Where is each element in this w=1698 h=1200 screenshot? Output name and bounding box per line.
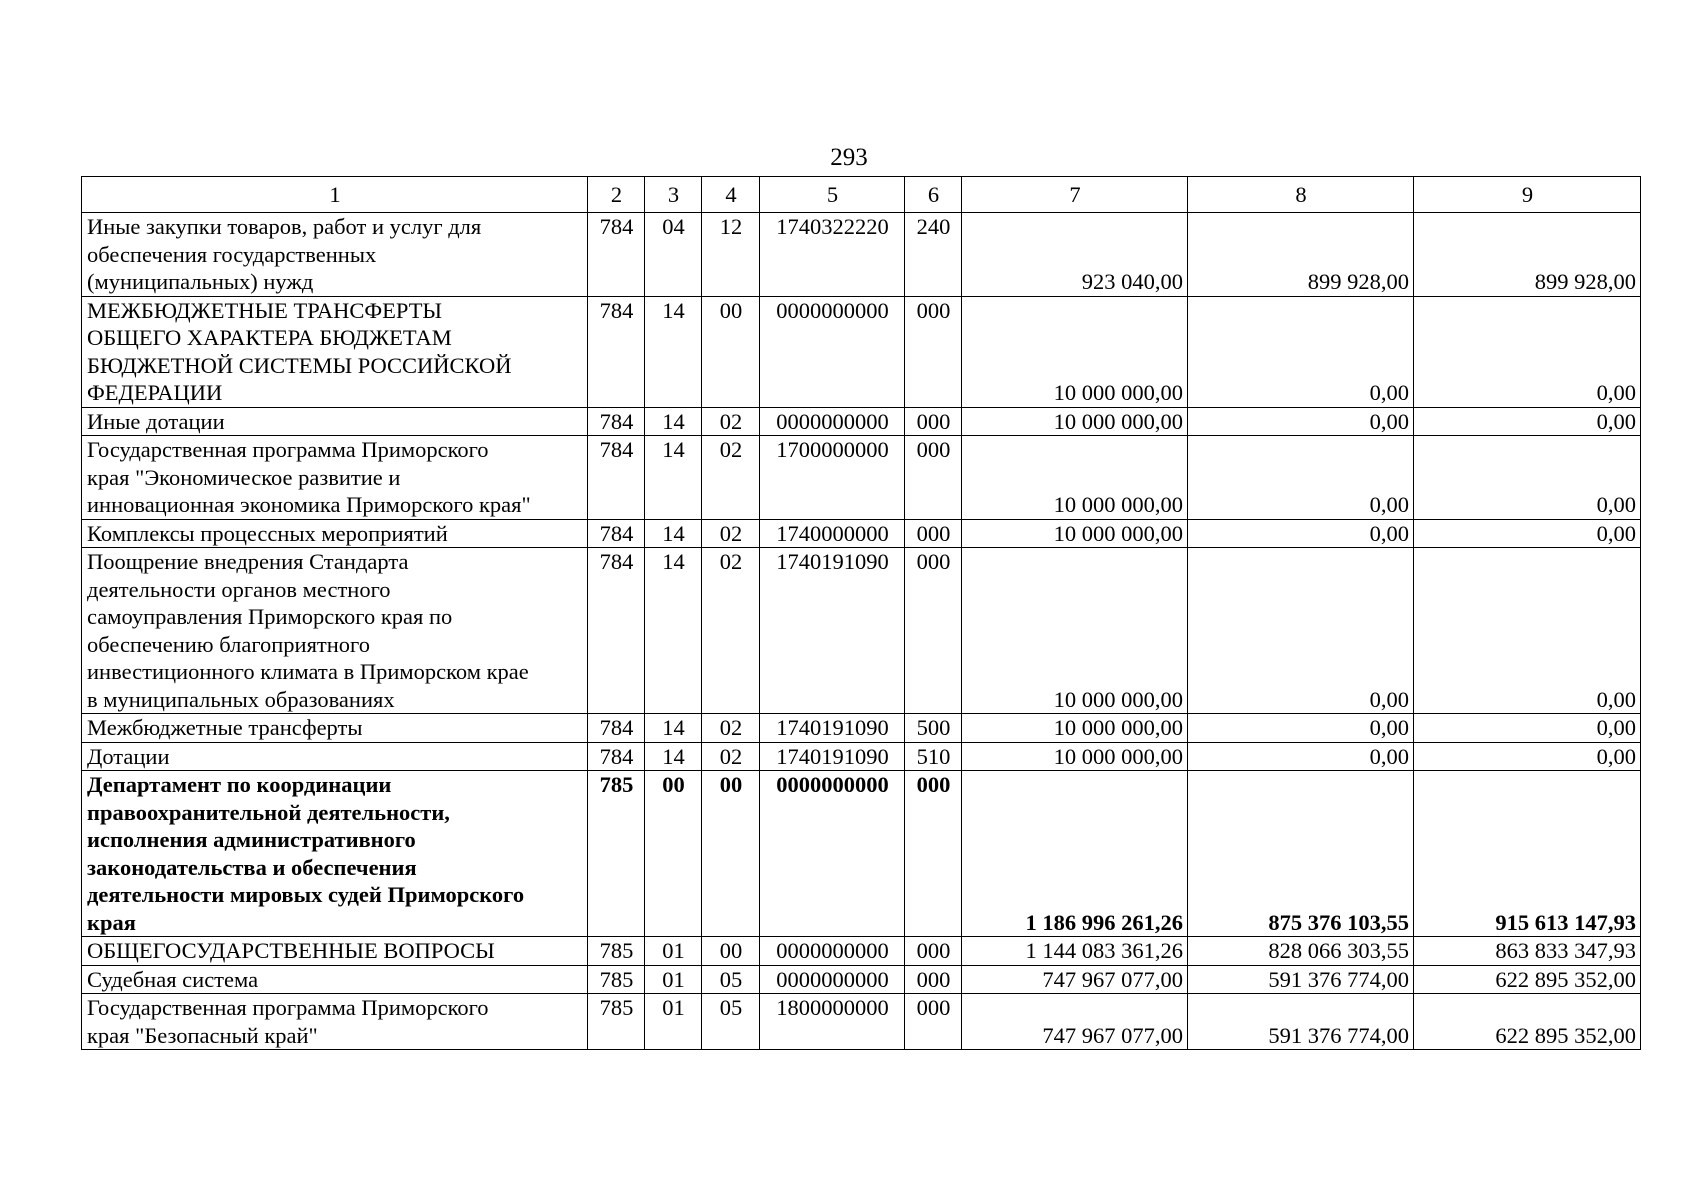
table-row xyxy=(82,296,1641,407)
table-row xyxy=(82,436,1641,520)
code-cell-4: 05 xyxy=(702,994,760,1050)
item-name-cell: Дотации xyxy=(82,742,588,771)
budget-table xyxy=(81,176,1641,1050)
table-row xyxy=(82,407,1641,436)
code-cell-2: 784 xyxy=(588,296,645,407)
item-name-cell: Межбюджетные трансферты xyxy=(82,714,588,743)
amount-cell-8: 0,00 xyxy=(1188,548,1414,714)
column-number-row xyxy=(82,177,1641,213)
amount-cell-9: 0,00 xyxy=(1414,742,1641,771)
code-cell-5: 1740191090 xyxy=(760,714,905,743)
code-cell-3: 14 xyxy=(645,436,702,520)
item-name-cell: Комплексы процессных мероприятий xyxy=(82,519,588,548)
column-header-5: 5 xyxy=(760,177,905,213)
code-cell-4: 02 xyxy=(702,407,760,436)
code-cell-6: 240 xyxy=(905,213,962,297)
code-cell-2: 785 xyxy=(588,994,645,1050)
code-cell-3: 14 xyxy=(645,296,702,407)
code-cell-5: 1740191090 xyxy=(760,548,905,714)
code-cell-3: 01 xyxy=(645,965,702,994)
column-header-4: 4 xyxy=(702,177,760,213)
amount-cell-7: 747 967 077,00 xyxy=(962,994,1188,1050)
amount-cell-9: 0,00 xyxy=(1414,436,1641,520)
page-number: 293 xyxy=(830,144,868,171)
code-cell-4: 02 xyxy=(702,742,760,771)
table-row xyxy=(82,771,1641,937)
code-cell-5: 1740322220 xyxy=(760,213,905,297)
code-cell-6: 000 xyxy=(905,296,962,407)
code-cell-6: 000 xyxy=(905,965,962,994)
table-row xyxy=(82,548,1641,714)
code-cell-5: 1700000000 xyxy=(760,436,905,520)
code-cell-4: 00 xyxy=(702,771,760,937)
table-row xyxy=(82,937,1641,966)
amount-cell-9: 0,00 xyxy=(1414,519,1641,548)
column-header-7: 7 xyxy=(962,177,1188,213)
table-row xyxy=(82,714,1641,743)
amount-cell-7: 10 000 000,00 xyxy=(962,714,1188,743)
code-cell-6: 000 xyxy=(905,436,962,520)
code-cell-6: 000 xyxy=(905,519,962,548)
amount-cell-7: 923 040,00 xyxy=(962,213,1188,297)
item-name-cell: Государственная программа Приморского края "Безопасный край" xyxy=(82,994,588,1050)
amount-cell-7: 10 000 000,00 xyxy=(962,742,1188,771)
amount-cell-9: 899 928,00 xyxy=(1414,213,1641,297)
code-cell-3: 01 xyxy=(645,937,702,966)
amount-cell-7: 1 144 083 361,26 xyxy=(962,937,1188,966)
code-cell-4: 02 xyxy=(702,436,760,520)
column-header-2: 2 xyxy=(588,177,645,213)
code-cell-3: 14 xyxy=(645,519,702,548)
code-cell-4: 02 xyxy=(702,519,760,548)
code-cell-3: 01 xyxy=(645,994,702,1050)
amount-cell-9: 0,00 xyxy=(1414,407,1641,436)
item-name-cell: Судебная система xyxy=(82,965,588,994)
code-cell-4: 02 xyxy=(702,714,760,743)
table-row xyxy=(82,519,1641,548)
code-cell-6: 000 xyxy=(905,548,962,714)
amount-cell-8: 0,00 xyxy=(1188,742,1414,771)
code-cell-2: 784 xyxy=(588,519,645,548)
item-name-cell: Департамент по координации правоохранительной деятельности, исполнения административного законодательства и обеспечения деятельности мировых судей Приморского края xyxy=(82,771,588,937)
code-cell-5: 0000000000 xyxy=(760,407,905,436)
amount-cell-8: 0,00 xyxy=(1188,714,1414,743)
code-cell-6: 000 xyxy=(905,994,962,1050)
amount-cell-8: 0,00 xyxy=(1188,519,1414,548)
code-cell-6: 000 xyxy=(905,407,962,436)
column-header-1: 1 xyxy=(82,177,588,213)
column-header-9: 9 xyxy=(1414,177,1641,213)
code-cell-3: 14 xyxy=(645,714,702,743)
code-cell-4: 00 xyxy=(702,937,760,966)
amount-cell-9: 863 833 347,93 xyxy=(1414,937,1641,966)
column-header-3: 3 xyxy=(645,177,702,213)
code-cell-3: 14 xyxy=(645,407,702,436)
item-name-cell: ОБЩЕГОСУДАРСТВЕННЫЕ ВОПРОСЫ xyxy=(82,937,588,966)
code-cell-4: 02 xyxy=(702,548,760,714)
amount-cell-9: 0,00 xyxy=(1414,714,1641,743)
amount-cell-9: 0,00 xyxy=(1414,548,1641,714)
code-cell-2: 784 xyxy=(588,742,645,771)
amount-cell-7: 10 000 000,00 xyxy=(962,436,1188,520)
code-cell-5: 0000000000 xyxy=(760,937,905,966)
code-cell-2: 785 xyxy=(588,771,645,937)
amount-cell-7: 10 000 000,00 xyxy=(962,296,1188,407)
code-cell-5: 1800000000 xyxy=(760,994,905,1050)
column-header-6: 6 xyxy=(905,177,962,213)
code-cell-5: 0000000000 xyxy=(760,771,905,937)
amount-cell-8: 899 928,00 xyxy=(1188,213,1414,297)
code-cell-6: 000 xyxy=(905,937,962,966)
amount-cell-8: 0,00 xyxy=(1188,436,1414,520)
code-cell-2: 784 xyxy=(588,407,645,436)
code-cell-3: 00 xyxy=(645,771,702,937)
code-cell-3: 14 xyxy=(645,548,702,714)
table-row xyxy=(82,742,1641,771)
amount-cell-7: 10 000 000,00 xyxy=(962,548,1188,714)
amount-cell-7: 1 186 996 261,26 xyxy=(962,771,1188,937)
item-name-cell: Иные дотации xyxy=(82,407,588,436)
table-row xyxy=(82,994,1641,1050)
code-cell-5: 0000000000 xyxy=(760,965,905,994)
code-cell-4: 05 xyxy=(702,965,760,994)
code-cell-2: 784 xyxy=(588,213,645,297)
amount-cell-8: 0,00 xyxy=(1188,296,1414,407)
amount-cell-7: 747 967 077,00 xyxy=(962,965,1188,994)
code-cell-2: 785 xyxy=(588,965,645,994)
code-cell-2: 785 xyxy=(588,937,645,966)
amount-cell-8: 591 376 774,00 xyxy=(1188,965,1414,994)
code-cell-5: 1740000000 xyxy=(760,519,905,548)
amount-cell-8: 875 376 103,55 xyxy=(1188,771,1414,937)
amount-cell-9: 915 613 147,93 xyxy=(1414,771,1641,937)
item-name-cell: МЕЖБЮДЖЕТНЫЕ ТРАНСФЕРТЫ ОБЩЕГО ХАРАКТЕРА БЮДЖЕТАМ БЮДЖЕТНОЙ СИСТЕМЫ РОССИЙСКОЙ ФЕДЕРАЦИИ xyxy=(82,296,588,407)
amount-cell-8: 0,00 xyxy=(1188,407,1414,436)
amount-cell-8: 828 066 303,55 xyxy=(1188,937,1414,966)
item-name-cell: Поощрение внедрения Стандарта деятельности органов местного самоуправления Приморского края по обеспечению благоприятного инвестиционного климата в Приморском крае в муниципальных образованиях xyxy=(82,548,588,714)
item-name-cell: Иные закупки товаров, работ и услуг для обеспечения государственных (муниципальных) нужд xyxy=(82,213,588,297)
code-cell-3: 14 xyxy=(645,742,702,771)
code-cell-2: 784 xyxy=(588,548,645,714)
amount-cell-7: 10 000 000,00 xyxy=(962,519,1188,548)
table-row xyxy=(82,213,1641,297)
code-cell-5: 1740191090 xyxy=(760,742,905,771)
amount-cell-9: 0,00 xyxy=(1414,296,1641,407)
table-row xyxy=(82,965,1641,994)
code-cell-4: 00 xyxy=(702,296,760,407)
code-cell-6: 510 xyxy=(905,742,962,771)
amount-cell-8: 591 376 774,00 xyxy=(1188,994,1414,1050)
code-cell-3: 04 xyxy=(645,213,702,297)
amount-cell-7: 10 000 000,00 xyxy=(962,407,1188,436)
amount-cell-9: 622 895 352,00 xyxy=(1414,965,1641,994)
code-cell-2: 784 xyxy=(588,714,645,743)
budget-table-body xyxy=(82,177,1641,1050)
code-cell-5: 0000000000 xyxy=(760,296,905,407)
code-cell-6: 000 xyxy=(905,771,962,937)
amount-cell-9: 622 895 352,00 xyxy=(1414,994,1641,1050)
column-header-8: 8 xyxy=(1188,177,1414,213)
code-cell-4: 12 xyxy=(702,213,760,297)
item-name-cell: Государственная программа Приморского края "Экономическое развитие и инновационная экономика Приморского края" xyxy=(82,436,588,520)
code-cell-2: 784 xyxy=(588,436,645,520)
code-cell-6: 500 xyxy=(905,714,962,743)
